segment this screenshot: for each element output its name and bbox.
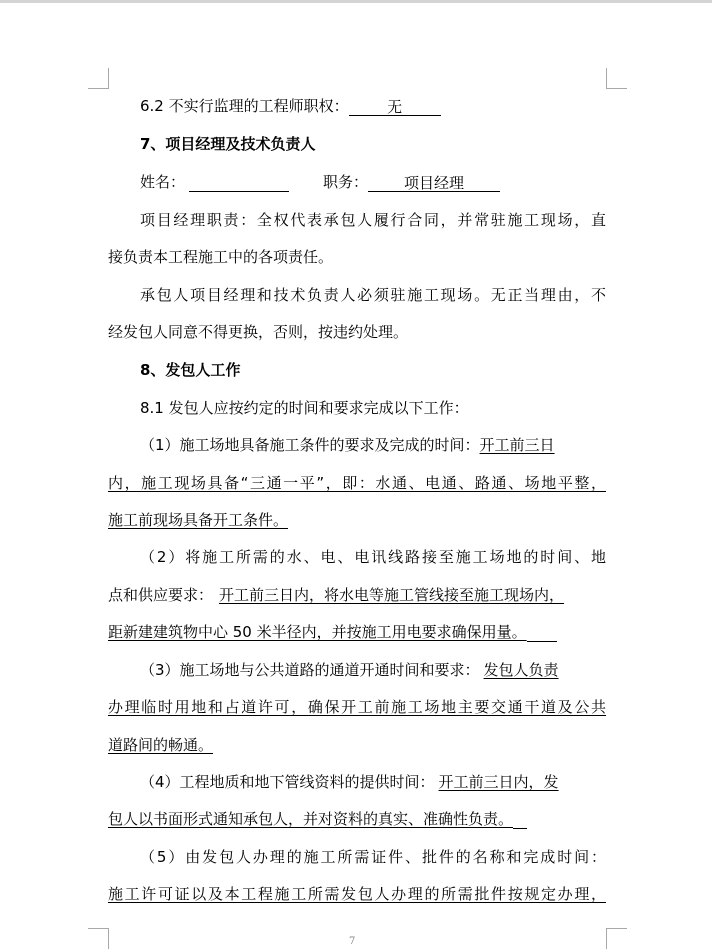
item-5-text-1: （5）由发包人办理的施工所需证件、批件的名称和完成时间： [140, 848, 606, 866]
name-value [189, 173, 289, 192]
item-5-line-2 [108, 884, 606, 904]
manager-fields [140, 172, 500, 192]
item-2-line-3 [108, 622, 606, 642]
manager-duty-line-1 [140, 210, 606, 230]
clause-6-2-value: 无 [349, 97, 441, 116]
item-2-line-2 [108, 585, 606, 605]
item-3-text-2: 办理临时用地和占道许可，确保开工前施工场地主要交通干道及公共 [108, 698, 606, 716]
clause-8-1-intro: 8.1 发包人应按约定的时间和要求完成以下工作： [140, 399, 469, 417]
position-label: 职务： [323, 173, 369, 191]
item-3-line-2 [108, 697, 606, 717]
item-3-underlined-start: 发包人负责 [483, 661, 559, 679]
item-4-text-2: 包人以书面形式通知承包人，并对资料的真实、准确性负责。 [108, 810, 514, 828]
manager-duty-line-2: 接负责本工程施工中的各项责任。 [108, 248, 334, 266]
page-number: 7 [349, 936, 356, 947]
item-4-underlined-start: 开工前三日内，发 [438, 773, 559, 791]
item-2-underline-tail [527, 623, 557, 642]
item-3-line-3: 道路间的畅通。 [108, 736, 214, 754]
item-1-line-1 [140, 435, 555, 455]
item-2-text-1: （2）将施工所需的水、电、电讯线路接至施工场地的时间、地 [140, 548, 606, 566]
item-1-prefix: （1）施工场地具备施工条件的要求及完成的时间： [140, 436, 480, 454]
item-3-line-1 [140, 660, 559, 680]
item-1-text-2: 内，施工现场具备“三通一平”，即：水通、电通、路通、场地平整， [108, 474, 606, 492]
item-4-underline-tail [513, 810, 527, 829]
margin-corner-top-right [606, 68, 627, 89]
margin-corner-top-left [88, 68, 109, 89]
item-2-line-1 [140, 547, 606, 567]
item-2-underlined-start: 开工前三日内，将水电等施工管线接至施工现场内， [219, 586, 565, 604]
item-2-prefix: 点和供应要求： [108, 586, 214, 604]
item-1-line-3: 施工前现场具备开工条件。 [108, 511, 289, 529]
item-4-prefix: （4）工程地质和地下管线资料的提供时间： [140, 773, 435, 791]
clause-6-2 [140, 96, 441, 116]
resident-line-1 [140, 285, 606, 305]
manager-duty-text-1: 项目经理职责：全权代表承包人履行合同，并常驻施工现场，直 [140, 211, 606, 229]
margin-corner-bottom-left [88, 928, 109, 949]
item-1-underlined-start: 开工前三日 [479, 436, 555, 454]
item-5-line-1 [140, 847, 606, 867]
resident-line-2: 经发包人同意不得更换，否则，按违约处理。 [108, 323, 409, 341]
section-8-heading: 8、发包人工作 [140, 361, 241, 379]
item-4-line-2 [108, 809, 606, 829]
item-3-prefix: （3）施工场地与公共道路的通道开通时间和要求： [140, 661, 480, 679]
item-1-line-2 [108, 473, 606, 493]
position-value: 项目经理 [368, 173, 500, 192]
margin-corner-bottom-right [606, 928, 627, 949]
name-label: 姓名： [140, 173, 186, 191]
item-4-line-1 [140, 772, 559, 792]
item-2-text-3: 距新建建筑物中心 50 米半径内，并按施工用电要求确保用量。 [108, 623, 527, 641]
section-7-heading: 7、项目经理及技术负责人 [140, 135, 316, 153]
item-5-text-2: 施工许可证以及本工程施工所需发包人办理的所需批件按规定办理， [108, 885, 606, 903]
clause-6-2-label: 6.2 不实行监理的工程师职权： [140, 97, 349, 115]
resident-text-1: 承包人项目经理和技术负责人必须驻施工现场。无正当理由，不 [140, 286, 606, 304]
